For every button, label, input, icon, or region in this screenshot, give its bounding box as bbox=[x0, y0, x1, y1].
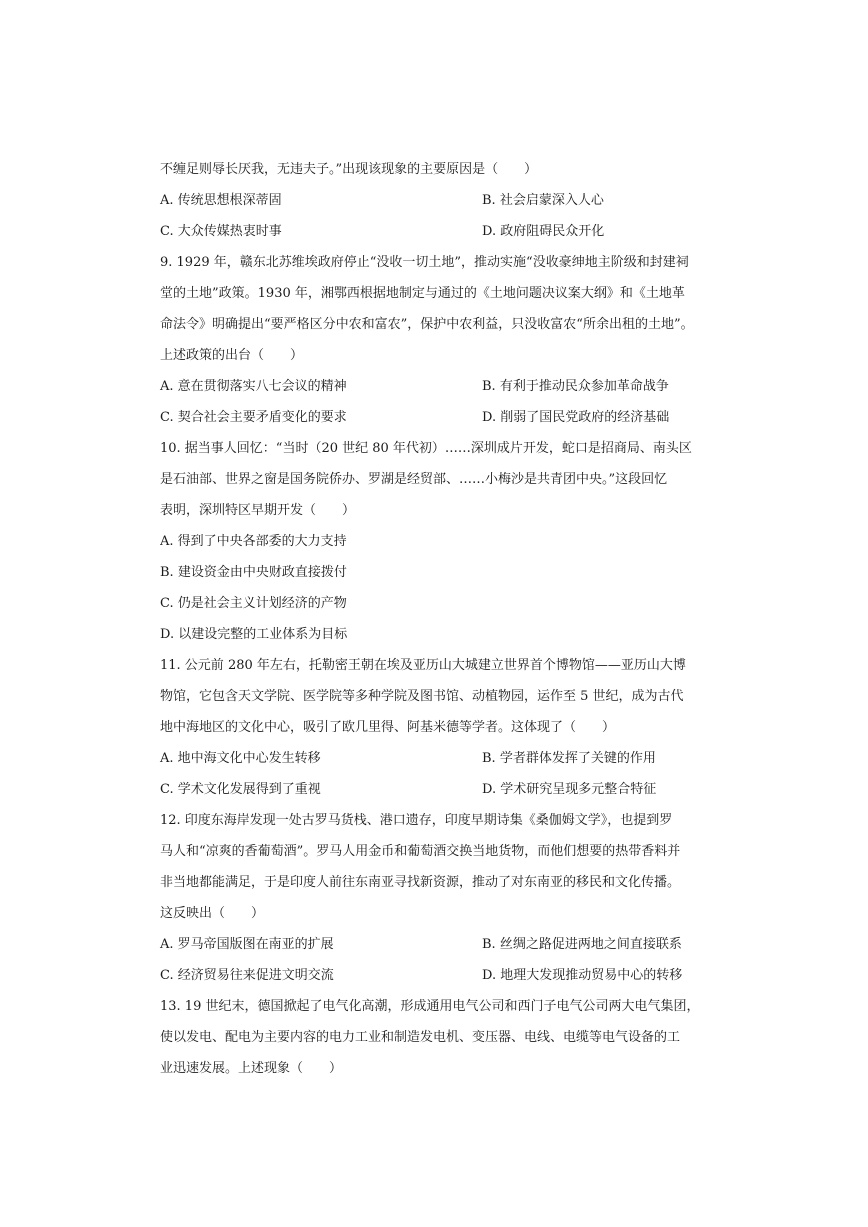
q8-options-row-1 bbox=[160, 189, 720, 220]
q11-stem-line: 物馆，它包含天文学院、医学院等多种学院及图书馆、动植物园，运作至 5 世纪，成为古代 bbox=[160, 689, 684, 704]
q9-options-row-1 bbox=[160, 375, 720, 406]
q11-stem-line: 11. 公元前 280 年左右，托勒密王朝在埃及亚历山大城建立世界首个博物馆——亚历山大博 bbox=[160, 658, 686, 673]
q10-option-b[interactable]: B. 建设资金由中央财政直接拨付 bbox=[160, 565, 347, 580]
q9-option-a[interactable]: A. 意在贯彻落实八七会议的精神 bbox=[160, 379, 347, 394]
q11-option-c[interactable]: C. 学术文化发展得到了重视 bbox=[160, 782, 321, 797]
q9-stem-line: 命法令》明确提出“要严格区分中农和富农”，保护中农利益，只没收富农“所余出租的土地”。 bbox=[160, 317, 694, 332]
q9-option-b[interactable]: B. 有利于推动民众参加革命战争 bbox=[482, 379, 669, 394]
q12-stem-line: 这反映出（ ） bbox=[160, 906, 265, 921]
q13-stem-line: 业迅速发展。上述现象（ ） bbox=[160, 1061, 343, 1076]
q10-option-d[interactable]: D. 以建设完整的工业体系为目标 bbox=[160, 627, 348, 642]
q8-option-b[interactable]: B. 社会启蒙深入人心 bbox=[482, 193, 604, 208]
q12-stem-line: 非当地都能满足，于是印度人前往东南亚寻找新资源，推动了对东南亚的移民和文化传播。 bbox=[160, 875, 681, 890]
q12-option-a[interactable]: A. 罗马帝国版图在南亚的扩展 bbox=[160, 937, 334, 952]
q10-option-c[interactable]: C. 仍是社会主义计划经济的产物 bbox=[160, 596, 347, 611]
q10-option-a[interactable]: A. 得到了中央各部委的大力支持 bbox=[160, 534, 347, 549]
q10-stem-line: 是石油部、世界之窗是国务院侨办、罗湖是经贸部、……小梅沙是共青团中央。”这段回忆 bbox=[160, 472, 668, 487]
q12-option-c[interactable]: C. 经济贸易往来促进文明交流 bbox=[160, 968, 334, 983]
q8-stem-tail: 不缠足则辱长厌我，无违夫子。”出现该现象的主要原因是（ ） bbox=[160, 162, 538, 177]
q9-stem-line: 9. 1929 年，赣东北苏维埃政府停止“没收一切土地”，推动实施“没收豪绅地主阶级和封建祠 bbox=[160, 255, 689, 270]
q13-stem-line: 使以发电、配电为主要内容的电力工业和制造发电机、变压器、电线、电缆等电气设备的工 bbox=[160, 1030, 681, 1045]
q9-stem-line: 堂的土地”政策。1930 年，湘鄂西根据地制定与通过的《土地问题决议案大纲》和《土地革 bbox=[160, 286, 685, 301]
q8-option-c[interactable]: C. 大众传媒热衷时事 bbox=[160, 224, 282, 239]
q9-options-row-2 bbox=[160, 406, 720, 437]
q11-options-row-2 bbox=[160, 778, 720, 809]
q11-option-b[interactable]: B. 学者群体发挥了关键的作用 bbox=[482, 751, 656, 766]
q12-stem-line: 12. 印度东海岸发现一处古罗马货栈、港口遗存，印度早期诗集《桑伽姆文学》，也提到罗 bbox=[160, 813, 673, 828]
q12-option-d[interactable]: D. 地理大发现推动贸易中心的转移 bbox=[482, 968, 683, 983]
q12-options-row-1 bbox=[160, 933, 720, 964]
q8-option-a[interactable]: A. 传统思想根深蒂固 bbox=[160, 193, 282, 208]
q8-option-d[interactable]: D. 政府阻碍民众开化 bbox=[482, 224, 605, 239]
q9-option-c[interactable]: C. 契合社会主要矛盾变化的要求 bbox=[160, 410, 347, 425]
q9-stem-line: 上述政策的出台（ ） bbox=[160, 348, 304, 363]
exam-page bbox=[160, 158, 720, 1088]
q9-option-d[interactable]: D. 削弱了国民党政府的经济基础 bbox=[482, 410, 670, 425]
q12-options-row-2 bbox=[160, 964, 720, 995]
q8-options-row-2 bbox=[160, 220, 720, 251]
q11-stem-line: 地中海地区的文化中心，吸引了欧几里得、阿基米德等学者。这体现了（ ） bbox=[160, 720, 616, 735]
q13-stem-line: 13. 19 世纪末，德国掀起了电气化高潮，形成通用电气公司和西门子电气公司两大电气集团， bbox=[160, 999, 700, 1014]
q10-stem-line: 表明，深圳特区早期开发（ ） bbox=[160, 503, 356, 518]
q11-option-a[interactable]: A. 地中海文化中心发生转移 bbox=[160, 751, 321, 766]
q11-options-row-1 bbox=[160, 747, 720, 778]
q12-stem-line: 马人和“凉爽的香葡萄酒”。罗马人用金币和葡萄酒交换当地货物，而他们想要的热带香料并 bbox=[160, 844, 681, 859]
q11-option-d[interactable]: D. 学术研究呈现多元整合特征 bbox=[482, 782, 657, 797]
q10-stem-line: 10. 据当事人回忆：“当时（20 世纪 80 年代初）……深圳成片开发，蛇口是招商局、南头区 bbox=[160, 441, 692, 456]
q12-option-b[interactable]: B. 丝绸之路促进两地之间直接联系 bbox=[482, 937, 682, 952]
